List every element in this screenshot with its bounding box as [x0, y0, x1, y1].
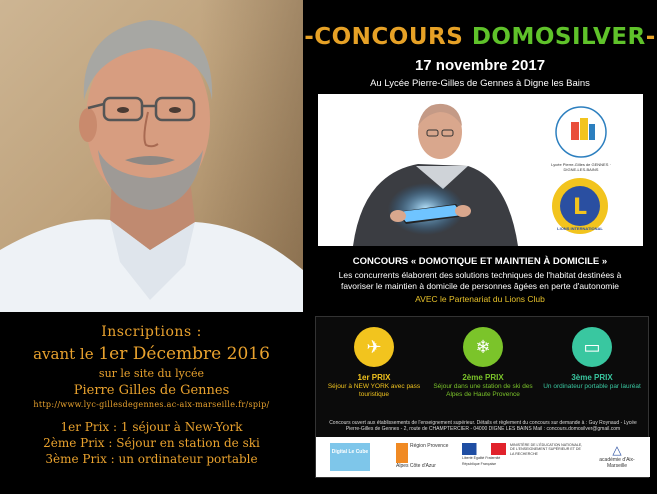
- prize-card-label: 1er PRIX: [357, 373, 391, 382]
- title-dash-left: -: [304, 24, 315, 50]
- inscriptions-title: Inscriptions :: [101, 324, 202, 340]
- contest-date: 17 novembre 2017: [414, 57, 546, 74]
- ministere-logo: [510, 443, 584, 471]
- portrait-illustration: [0, 0, 303, 312]
- prize-card-label: 2ème PRIX: [462, 373, 504, 382]
- airplane-icon: ✈: [354, 327, 394, 367]
- region-mark-icon: [396, 443, 408, 463]
- prize-card-desc: Séjour dans une station de ski des Alpes de Haute Provence: [433, 383, 533, 398]
- academie-mark-icon: △: [612, 443, 622, 457]
- lycee-logo: [551, 104, 611, 172]
- academie-logo-text: académie d'Aix-Marseille: [599, 457, 635, 469]
- title-dash-right: -: [645, 24, 656, 50]
- prize-card-2: [433, 327, 533, 399]
- academie-logo: [592, 443, 642, 471]
- monitor-icon: ▭: [572, 327, 612, 367]
- snowflake-icon: ❄: [463, 327, 503, 367]
- region-logo: [396, 443, 456, 471]
- prize-card-desc: Séjour à NEW YORK avec pass touristique: [327, 383, 421, 398]
- contest-title: [303, 24, 657, 50]
- deadline-prefix: avant le: [33, 345, 94, 363]
- prize-card-3: [542, 327, 642, 391]
- prize-card-1: [324, 327, 424, 399]
- svg-text:L: L: [572, 195, 588, 220]
- lions-logo: [550, 176, 610, 236]
- inscriptions-block: [0, 318, 303, 467]
- prize-card-desc: Un ordinateur portable par lauréat: [543, 383, 641, 390]
- title-word-concours: CONCOURS: [314, 24, 464, 50]
- partner-line: AVEC le Partenariat du Lions Club: [415, 294, 545, 304]
- contest-description: Les concurrents élaborent des solutions techniques de l'habitat destinées à favoriser le maintien à domicile de personnes âgées en perte d'autonomie: [338, 270, 622, 291]
- digital-logo-text: Digital Le Cube: [331, 449, 369, 455]
- portrait-photo: [0, 0, 303, 312]
- rules-note: Concours ouvert aux établissements de l'enseignement supérieur. Détails et règlement du concours sur demande à : Guy Roynaud - Lycée Pierre-Gilles de Gennes - 2, route de CHAMPTERCIER - 04000 DIGNE LES BAINS Mail : concours.domosilver@gmail.com: [329, 420, 637, 432]
- sponsor-logos: [316, 437, 650, 477]
- registration-url[interactable]: http://www.lyc-gillesdegennes.ac-aix-marseille.fr/spip/: [33, 400, 270, 409]
- school-name: Pierre Gilles de Gennes: [73, 383, 230, 398]
- lycee-logo-text: Lycée Pierre-Gilles de GENNES · DIGNE-LES-BAINS: [551, 162, 611, 172]
- prize-line-3: 3ème Prix : un ordinateur portable: [45, 452, 258, 466]
- prize-card-label: 3ème PRIX: [571, 373, 613, 382]
- lycee-logo-icon: [553, 104, 609, 160]
- contest-theme-title: CONCOURS « DOMOTIQUE ET MAINTIEN À DOMICILE »: [352, 256, 608, 267]
- deadline-date: 1er Décembre 2016: [98, 344, 270, 364]
- lions-logo-text: LIONS INTERNATIONAL: [557, 226, 603, 231]
- digital-logo: [330, 443, 370, 471]
- republique-logo-text: Liberté Égalité Fraternité République Française: [462, 456, 501, 466]
- inscriptions-deadline: [0, 344, 303, 364]
- poster-image-panel: [318, 94, 643, 246]
- ministere-logo-text: MINISTÈRE DE L'ÉDUCATION NATIONALE, DE L'ENSEIGNEMENT SUPÉRIEUR ET DE LA RECHERCHE: [510, 443, 583, 456]
- title-word-domosilver: DOMOSILVER: [471, 24, 646, 50]
- french-flag-icon: [462, 443, 506, 455]
- contest-venue: Au Lycée Pierre-Gilles de Gennes à Digne les Bains: [370, 78, 590, 89]
- region-logo-text: Région Provence Alpes Côte d'Azur: [396, 443, 449, 469]
- prize-line-1: 1er Prix : 1 séjour à New-York: [60, 420, 243, 434]
- site-line: sur le site du lycée: [98, 367, 205, 380]
- prize-line-2: 2ème Prix : Séjour en station de ski: [43, 436, 260, 450]
- contest-poster: [303, 0, 657, 494]
- prize-list: [0, 419, 303, 467]
- prizes-panel: [315, 316, 649, 478]
- republique-logo: [462, 443, 506, 471]
